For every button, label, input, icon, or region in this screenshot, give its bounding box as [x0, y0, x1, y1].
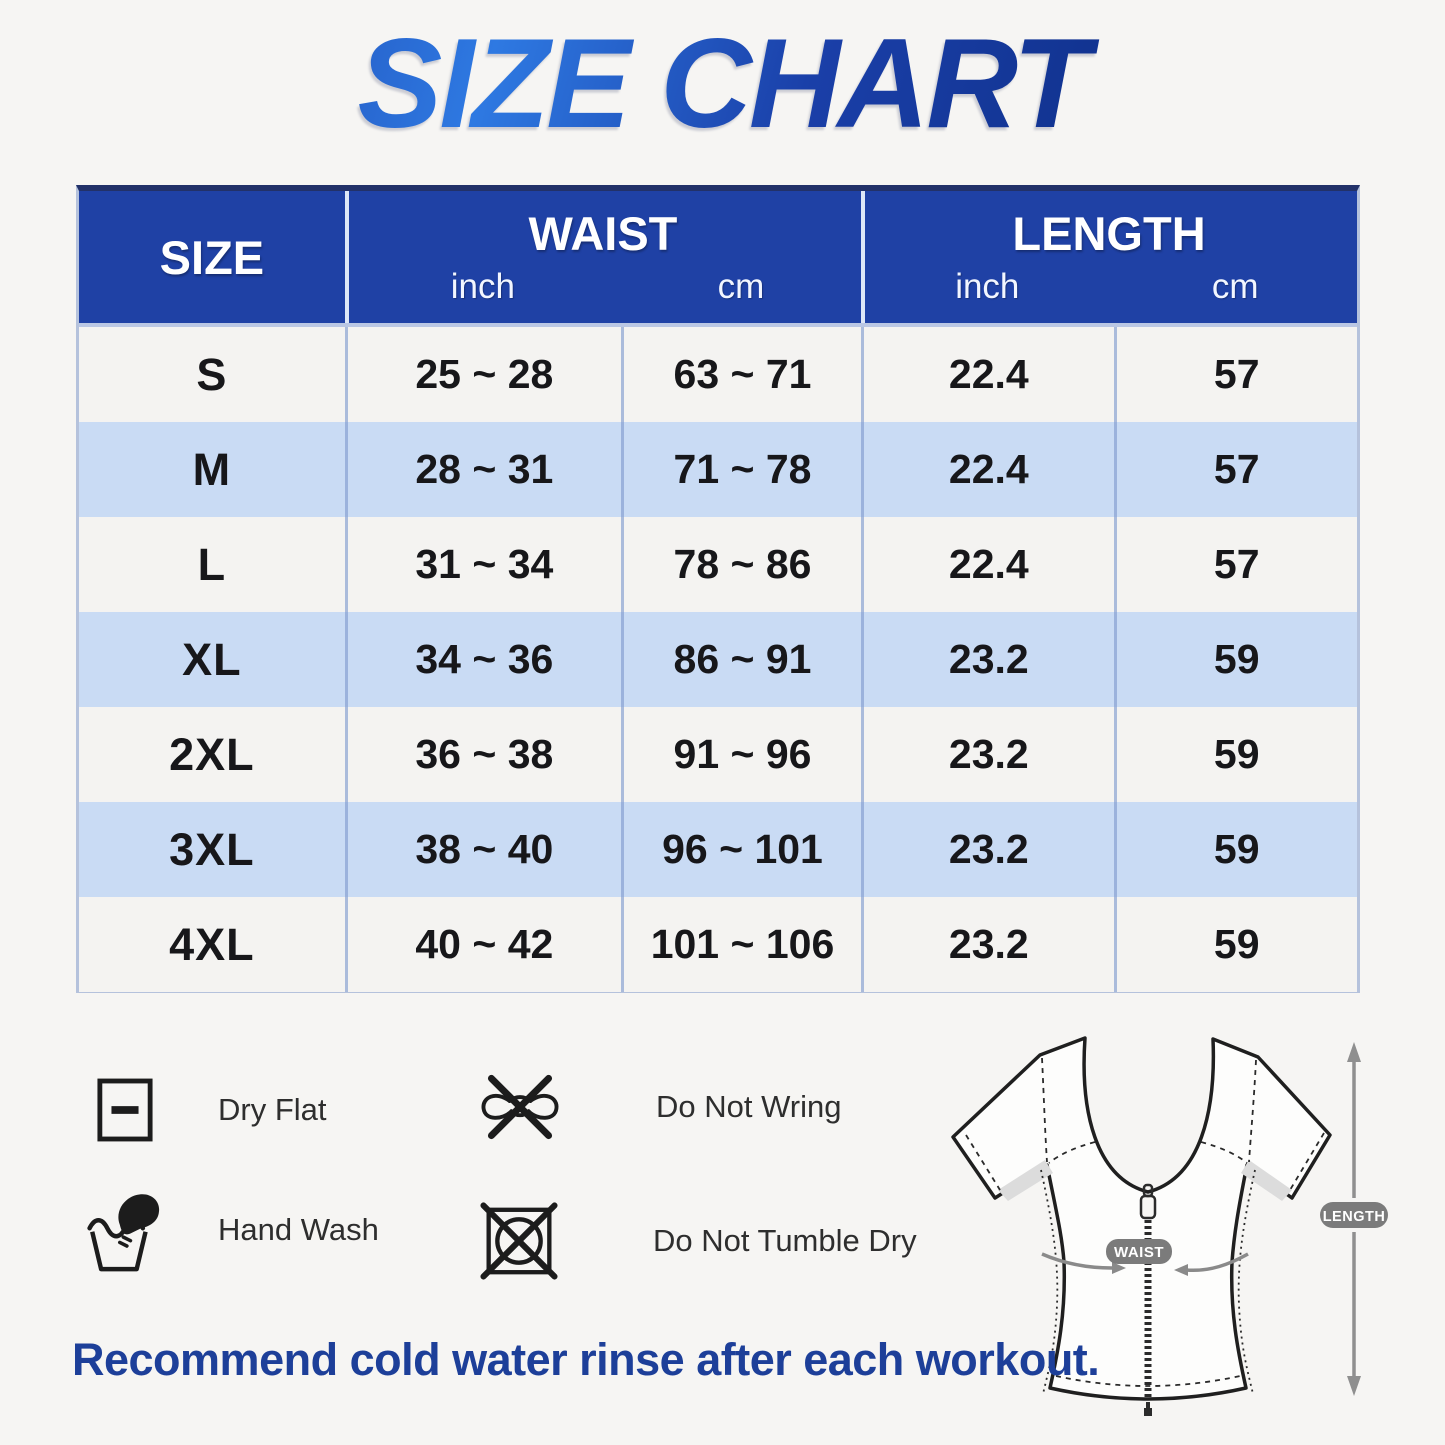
table-row	[79, 422, 1357, 517]
do-not-tumble-dry-icon	[480, 1201, 558, 1281]
svg-text:WAIST: WAIST	[1114, 1244, 1164, 1261]
table-cell-length-cm: 59	[1114, 897, 1357, 992]
waist-badge	[1106, 1239, 1172, 1264]
dry-flat-icon	[96, 1076, 154, 1144]
table-cell-waist-cm: 86 ~ 91	[621, 612, 861, 707]
svg-text:LENGTH: LENGTH	[1322, 1209, 1386, 1225]
table-cell-waist-inch: 25 ~ 28	[345, 327, 621, 422]
table-cell-waist-cm: 101 ~ 106	[621, 897, 861, 992]
table-cell-waist-inch: 40 ~ 42	[345, 897, 621, 992]
care-item-do-not-tumble-dry	[480, 1201, 917, 1281]
header-length: LENGTH	[1012, 207, 1206, 260]
table-cell-waist-cm: 78 ~ 86	[621, 517, 861, 612]
table-cell-length-cm: 59	[1114, 707, 1357, 802]
table-cell-size: L	[197, 538, 227, 590]
table-cell-waist-inch: 38 ~ 40	[345, 802, 621, 897]
header-waist: WAIST	[528, 207, 678, 260]
table-cell-size: 4XL	[169, 918, 255, 970]
table-cell-size: S	[196, 348, 228, 400]
care-item-hand-wash	[86, 1184, 379, 1276]
table-cell-waist-inch: 34 ~ 36	[345, 612, 621, 707]
table-cell-length-inch: 23.2	[861, 707, 1113, 802]
table-row	[79, 802, 1357, 897]
table-cell-length-inch: 23.2	[861, 612, 1113, 707]
table-cell-waist-cm: 71 ~ 78	[621, 422, 861, 517]
table-row	[79, 327, 1357, 422]
table-cell-size: 3XL	[169, 823, 255, 875]
care-label: Do Not Tumble Dry	[653, 1223, 917, 1258]
table-cell-length-inch: 23.2	[861, 897, 1113, 992]
care-label: Hand Wash	[218, 1212, 379, 1247]
table-header	[79, 191, 1357, 327]
table-cell-waist-cm: 91 ~ 96	[621, 707, 861, 802]
table-cell-size: 2XL	[169, 728, 255, 780]
table-cell-waist-inch: 31 ~ 34	[345, 517, 621, 612]
length-badge	[1320, 1202, 1388, 1228]
table-cell-length-cm: 59	[1114, 802, 1357, 897]
header-size: SIZE	[159, 230, 265, 284]
header-length-unit-inch: inch	[955, 267, 1020, 306]
care-item-do-not-wring	[476, 1068, 842, 1146]
care-label: Dry Flat	[218, 1092, 327, 1127]
care-label: Do Not Wring	[656, 1089, 842, 1124]
table-cell-length-cm: 59	[1114, 612, 1357, 707]
table-cell-waist-cm: 63 ~ 71	[621, 327, 861, 422]
table-row	[79, 517, 1357, 612]
table-cell-waist-inch: 28 ~ 31	[345, 422, 621, 517]
header-divider	[861, 191, 865, 323]
footer-note: Recommend cold water rinse after each workout.	[72, 1334, 1100, 1385]
table-cell-size: M	[192, 443, 232, 495]
header-length-unit-cm: cm	[1211, 267, 1259, 306]
table-cell-waist-cm: 96 ~ 101	[621, 802, 861, 897]
table-cell-length-cm: 57	[1114, 327, 1357, 422]
table-cell-length-cm: 57	[1114, 517, 1357, 612]
hand-wash-icon	[86, 1184, 166, 1276]
table-row	[79, 897, 1357, 992]
table-row	[79, 612, 1357, 707]
table-row	[79, 707, 1357, 802]
do-not-wring-icon	[476, 1068, 564, 1146]
header-waist-unit-inch: inch	[450, 267, 515, 306]
table-cell-length-inch: 22.4	[861, 422, 1113, 517]
header-divider	[345, 191, 349, 323]
page-title: SIZE CHART	[0, 8, 1445, 158]
table-cell-length-cm: 57	[1114, 422, 1357, 517]
header-waist-unit-cm: cm	[717, 267, 765, 306]
care-item-dry-flat	[96, 1076, 327, 1144]
table-cell-length-inch: 22.4	[861, 517, 1113, 612]
size-table	[76, 185, 1360, 993]
table-cell-length-inch: 22.4	[861, 327, 1113, 422]
table-cell-length-inch: 23.2	[861, 802, 1113, 897]
table-cell-size: XL	[182, 633, 242, 685]
table-cell-waist-inch: 36 ~ 38	[345, 707, 621, 802]
